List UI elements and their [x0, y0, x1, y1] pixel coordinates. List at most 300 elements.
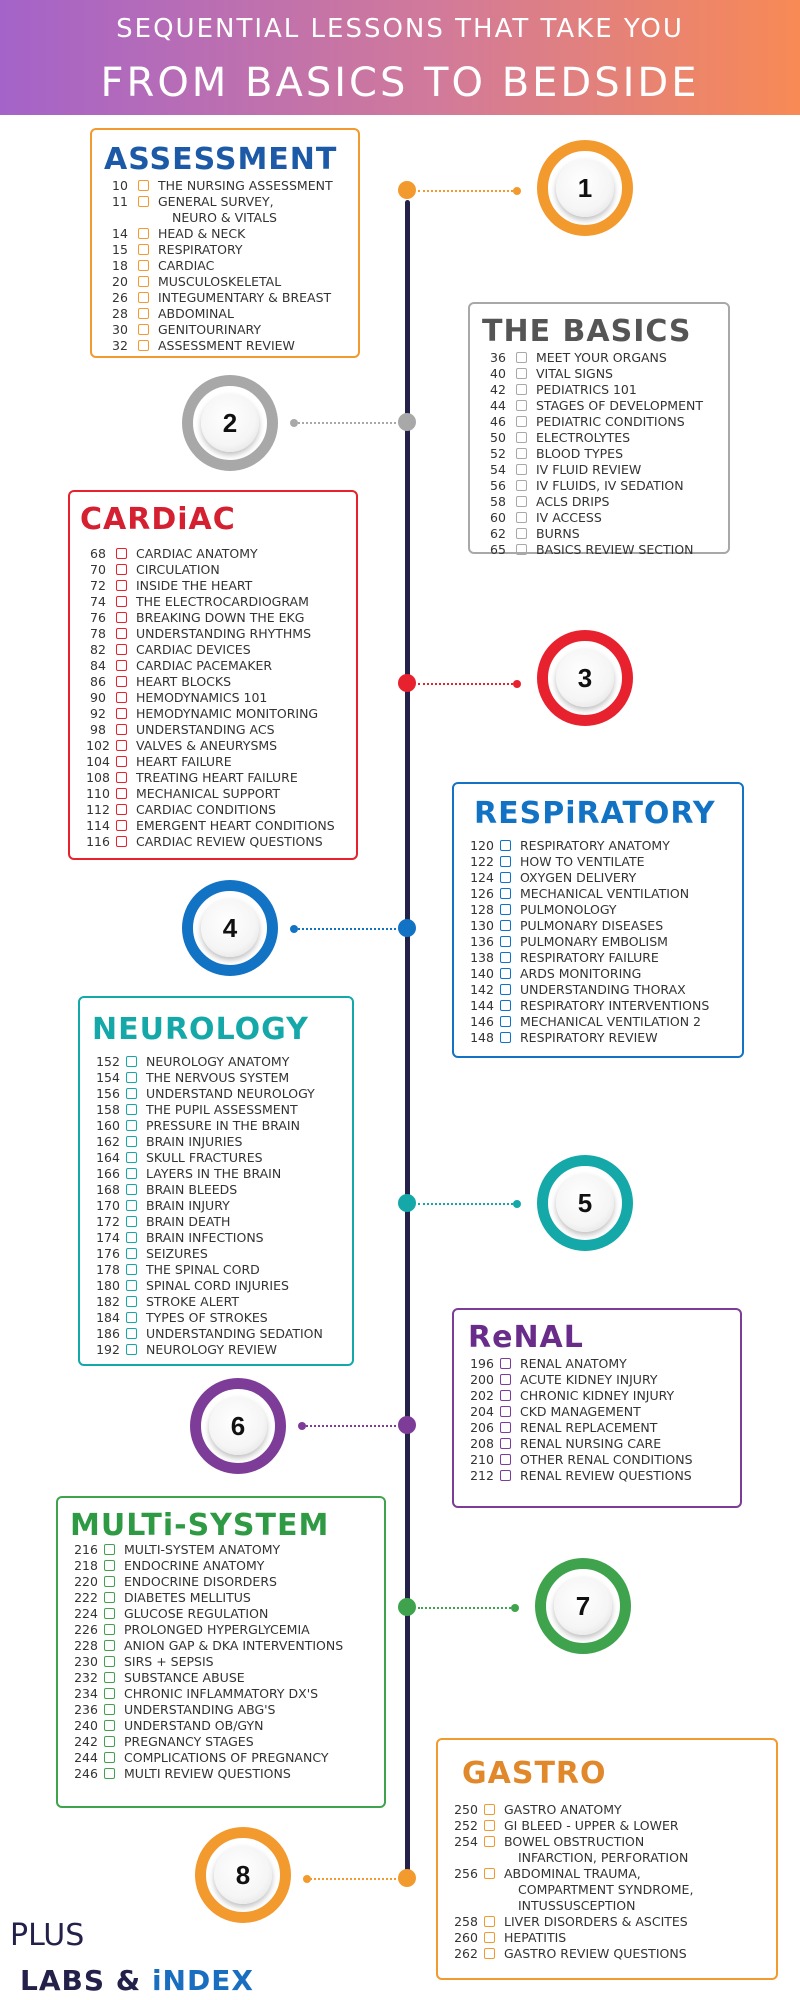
lesson-checkbox[interactable]: [126, 1152, 137, 1163]
lesson-page-number: 172: [96, 1214, 120, 1229]
lesson-page-number: 54: [490, 462, 506, 477]
lesson-title: THE PUPIL ASSESSMENT: [146, 1102, 298, 1117]
lesson-title: TREATING HEART FAILURE: [136, 770, 298, 785]
lesson-page-number: 110: [86, 786, 110, 801]
lesson-page-number: 186: [96, 1326, 120, 1341]
lesson-page-number: 124: [470, 870, 494, 885]
section-number: 6: [209, 1397, 267, 1455]
lesson-checkbox[interactable]: [126, 1232, 137, 1243]
lesson-page-number: 202: [470, 1388, 494, 1403]
lesson-checkbox[interactable]: [104, 1640, 115, 1651]
lesson-checkbox[interactable]: [500, 952, 511, 963]
lesson-checkbox[interactable]: [116, 676, 127, 687]
connector-tip: [298, 1422, 306, 1430]
lesson-checkbox[interactable]: [104, 1752, 115, 1763]
lesson-checkbox[interactable]: [500, 1470, 511, 1481]
lesson-checkbox[interactable]: [104, 1672, 115, 1683]
lesson-page-number: 130: [470, 918, 494, 933]
lesson-page-number: 32: [112, 338, 128, 353]
lesson-checkbox[interactable]: [516, 416, 527, 427]
lesson-title: BURNS: [536, 526, 580, 541]
lesson-checkbox[interactable]: [484, 1948, 495, 1959]
lesson-checkbox[interactable]: [500, 1422, 511, 1433]
lesson-title: PRESSURE IN THE BRAIN: [146, 1118, 300, 1133]
section-box-8: [436, 1738, 778, 1980]
lesson-title: THE ELECTROCARDIOGRAM: [136, 594, 309, 609]
lesson-title: SEIZURES: [146, 1246, 208, 1261]
lesson-title: MECHANICAL VENTILATION 2: [520, 1014, 702, 1029]
lesson-title: OXYGEN DELIVERY: [520, 870, 637, 885]
lesson-title: THE NERVOUS SYSTEM: [146, 1070, 290, 1085]
lesson-page-number: 170: [96, 1198, 120, 1213]
lesson-checkbox[interactable]: [500, 904, 511, 915]
lesson-title: CHRONIC INFLAMMATORY DX'S: [124, 1686, 319, 1701]
lesson-title: RESPIRATORY REVIEW: [520, 1030, 658, 1045]
lesson-checkbox[interactable]: [138, 260, 149, 271]
lesson-checkbox[interactable]: [516, 384, 527, 395]
lesson-title: ELECTROLYTES: [536, 430, 631, 445]
lesson-checkbox[interactable]: [126, 1248, 137, 1259]
timeline-connector: [418, 190, 517, 192]
section-title: MULTi-SYSTEM: [70, 1508, 330, 1543]
lesson-checkbox[interactable]: [104, 1624, 115, 1635]
lesson-page-number: 140: [470, 966, 494, 981]
lesson-checkbox[interactable]: [484, 1932, 495, 1943]
lesson-page-number: 212: [470, 1468, 494, 1483]
lesson-page-number: 70: [90, 562, 106, 577]
labs-label: LABS &: [20, 1964, 152, 1997]
lesson-page-number: 180: [96, 1278, 120, 1293]
lesson-title: MULTI REVIEW QUESTIONS: [124, 1766, 291, 1781]
index-label: iNDEX: [151, 1964, 254, 1997]
lesson-page-number: 76: [90, 610, 106, 625]
lesson-checkbox[interactable]: [484, 1820, 495, 1831]
connector-tip: [513, 680, 521, 688]
lesson-page-number: 230: [74, 1654, 98, 1669]
lesson-title: PREGNANCY STAGES: [124, 1734, 254, 1749]
lesson-page-number: 192: [96, 1342, 120, 1357]
lesson-checkbox[interactable]: [516, 544, 527, 555]
lesson-checkbox[interactable]: [138, 340, 149, 351]
lesson-title: ENDOCRINE ANATOMY: [124, 1558, 265, 1573]
lesson-checkbox[interactable]: [500, 840, 511, 851]
lesson-checkbox[interactable]: [104, 1688, 115, 1699]
lesson-page-number: 252: [454, 1818, 478, 1833]
lesson-page-number: 98: [90, 722, 106, 737]
timeline-dot: [398, 413, 416, 431]
section-number: 1: [556, 159, 614, 217]
lesson-checkbox[interactable]: [116, 708, 127, 719]
lesson-page-number: 158: [96, 1102, 120, 1117]
lesson-title: UNDERSTANDING ACS: [136, 722, 275, 737]
lesson-title: BRAIN INFECTIONS: [146, 1230, 264, 1245]
lesson-title: EMERGENT HEART CONDITIONS: [136, 818, 335, 833]
lesson-page-number: 148: [470, 1030, 494, 1045]
lesson-page-number: 168: [96, 1182, 120, 1197]
section-number-badge-5: [537, 1155, 633, 1251]
lesson-page-number: 236: [74, 1702, 98, 1717]
lesson-checkbox[interactable]: [500, 1406, 511, 1417]
lesson-checkbox[interactable]: [116, 564, 127, 575]
lesson-checkbox[interactable]: [104, 1768, 115, 1779]
lesson-page-number: 174: [96, 1230, 120, 1245]
lesson-page-number: 92: [90, 706, 106, 721]
lesson-checkbox[interactable]: [104, 1560, 115, 1571]
lesson-title: IV FLUIDS, IV SEDATION: [536, 478, 684, 493]
lesson-title: VITAL SIGNS: [536, 366, 613, 381]
lesson-checkbox[interactable]: [104, 1576, 115, 1587]
lesson-title: GENITOURINARY: [158, 322, 262, 337]
section-box-4: [452, 782, 744, 1058]
section-number-badge-3: [537, 630, 633, 726]
lesson-checkbox[interactable]: [126, 1056, 137, 1067]
lesson-checkbox[interactable]: [116, 660, 127, 671]
lesson-checkbox[interactable]: [104, 1736, 115, 1747]
lesson-checkbox[interactable]: [126, 1168, 137, 1179]
lesson-checkbox[interactable]: [484, 1916, 495, 1927]
lesson-page-number: 244: [74, 1750, 98, 1765]
lesson-checkbox[interactable]: [116, 628, 127, 639]
lesson-checkbox[interactable]: [104, 1720, 115, 1731]
lesson-title: NEURO & VITALS: [172, 210, 277, 225]
lesson-checkbox[interactable]: [126, 1312, 137, 1323]
lesson-title: HEPATITIS: [504, 1930, 567, 1945]
lesson-title: CARDIAC DEVICES: [136, 642, 251, 657]
lesson-title: BLOOD TYPES: [536, 446, 624, 461]
lesson-page-number: 246: [74, 1766, 98, 1781]
lesson-checkbox[interactable]: [116, 692, 127, 703]
lesson-title: BOWEL OBSTRUCTION: [504, 1834, 645, 1849]
timeline-dot: [398, 1416, 416, 1434]
lesson-page-number: 240: [74, 1718, 98, 1733]
lesson-title: ASSESSMENT REVIEW: [158, 338, 295, 353]
lesson-title: RESPIRATORY ANATOMY: [520, 838, 670, 853]
lesson-page-number: 216: [74, 1542, 98, 1557]
lesson-checkbox[interactable]: [500, 1358, 511, 1369]
lesson-page-number: 114: [86, 818, 110, 833]
lesson-title: BRAIN INJURY: [146, 1198, 230, 1213]
section-number: 5: [556, 1174, 614, 1232]
lesson-checkbox[interactable]: [104, 1656, 115, 1667]
lesson-checkbox[interactable]: [516, 496, 527, 507]
lesson-checkbox[interactable]: [516, 400, 527, 411]
lesson-title: HEART FAILURE: [136, 754, 232, 769]
lesson-checkbox[interactable]: [484, 1836, 495, 1847]
lesson-checkbox[interactable]: [116, 756, 127, 767]
lesson-page-number: 196: [470, 1356, 494, 1371]
lesson-checkbox[interactable]: [138, 308, 149, 319]
lesson-title: SKULL FRACTURES: [146, 1150, 263, 1165]
lesson-page-number: 84: [90, 658, 106, 673]
lesson-title: GLUCOSE REGULATION: [124, 1606, 269, 1621]
lesson-title: INFARCTION, PERFORATION: [518, 1850, 689, 1865]
timeline-dot: [398, 674, 416, 692]
lesson-title: ENDOCRINE DISORDERS: [124, 1574, 277, 1589]
lesson-checkbox[interactable]: [104, 1704, 115, 1715]
lesson-checkbox[interactable]: [516, 368, 527, 379]
section-box-7: [56, 1496, 386, 1808]
lesson-page-number: 218: [74, 1558, 98, 1573]
lesson-page-number: 42: [490, 382, 506, 397]
lesson-checkbox[interactable]: [138, 244, 149, 255]
lesson-checkbox[interactable]: [500, 1000, 511, 1011]
lesson-title: UNDERSTANDING RHYTHMS: [136, 626, 312, 641]
lesson-checkbox[interactable]: [138, 276, 149, 287]
connector-tip: [290, 925, 298, 933]
lesson-checkbox[interactable]: [500, 1454, 511, 1465]
lesson-title: VALVES & ANEURYSMS: [136, 738, 278, 753]
lesson-checkbox[interactable]: [484, 1804, 495, 1815]
lesson-title: BRAIN BLEEDS: [146, 1182, 238, 1197]
section-number-badge-1: [537, 140, 633, 236]
lesson-title: CHRONIC KIDNEY INJURY: [520, 1388, 675, 1403]
lesson-title: RESPIRATORY FAILURE: [520, 950, 659, 965]
section-number-badge-7: [535, 1558, 631, 1654]
lesson-checkbox[interactable]: [116, 612, 127, 623]
lesson-page-number: 254: [454, 1834, 478, 1849]
lesson-checkbox[interactable]: [500, 1016, 511, 1027]
lesson-title: ARDS MONITORING: [520, 966, 642, 981]
lesson-checkbox[interactable]: [500, 856, 511, 867]
lesson-title: UNDERSTANDING SEDATION: [146, 1326, 323, 1341]
lesson-page-number: 120: [470, 838, 494, 853]
lesson-page-number: 102: [86, 738, 110, 753]
lesson-title: MUSCULOSKELETAL: [158, 274, 282, 289]
timeline-dot: [398, 1598, 416, 1616]
lesson-title: SIRS + SEPSIS: [124, 1654, 214, 1669]
lesson-checkbox[interactable]: [516, 528, 527, 539]
section-box-5: [78, 996, 354, 1366]
lesson-title: PEDIATRICS 101: [536, 382, 637, 397]
lesson-checkbox[interactable]: [126, 1280, 137, 1291]
lesson-page-number: 146: [470, 1014, 494, 1029]
lesson-page-number: 220: [74, 1574, 98, 1589]
lesson-checkbox[interactable]: [138, 180, 149, 191]
lesson-title: ABDOMINAL TRAUMA,: [504, 1866, 641, 1881]
lesson-title: MULTI-SYSTEM ANATOMY: [124, 1542, 281, 1557]
lesson-checkbox[interactable]: [116, 820, 127, 831]
timeline-connector: [307, 1878, 396, 1880]
lesson-checkbox[interactable]: [116, 724, 127, 735]
lesson-page-number: 136: [470, 934, 494, 949]
lesson-page-number: 208: [470, 1436, 494, 1451]
lesson-checkbox[interactable]: [116, 644, 127, 655]
lesson-title: MEET YOUR ORGANS: [536, 350, 667, 365]
lesson-page-number: 68: [90, 546, 106, 561]
connector-tip: [303, 1875, 311, 1883]
lesson-page-number: 90: [90, 690, 106, 705]
lesson-checkbox[interactable]: [500, 968, 511, 979]
lesson-checkbox[interactable]: [116, 548, 127, 559]
lesson-page-number: 46: [490, 414, 506, 429]
lesson-checkbox[interactable]: [126, 1184, 137, 1195]
lesson-page-number: 182: [96, 1294, 120, 1309]
lesson-page-number: 36: [490, 350, 506, 365]
lesson-page-number: 162: [96, 1134, 120, 1149]
lesson-title: RENAL NURSING CARE: [520, 1436, 662, 1451]
lesson-title: PROLONGED HYPERGLYCEMIA: [124, 1622, 310, 1637]
lesson-page-number: 138: [470, 950, 494, 965]
lesson-page-number: 250: [454, 1802, 478, 1817]
lesson-checkbox[interactable]: [500, 1390, 511, 1401]
lesson-page-number: 28: [112, 306, 128, 321]
lesson-title: CIRCULATION: [136, 562, 220, 577]
lesson-checkbox[interactable]: [138, 292, 149, 303]
lesson-title: HEMODYNAMICS 101: [136, 690, 268, 705]
lesson-page-number: 154: [96, 1070, 120, 1085]
lesson-checkbox[interactable]: [500, 920, 511, 931]
lesson-checkbox[interactable]: [516, 512, 527, 523]
lesson-title: INSIDE THE HEART: [136, 578, 253, 593]
lesson-title: BRAIN INJURIES: [146, 1134, 243, 1149]
connector-tip: [513, 187, 521, 195]
lesson-title: THE SPINAL CORD: [146, 1262, 260, 1277]
lesson-checkbox[interactable]: [500, 936, 511, 947]
connector-tip: [290, 419, 298, 427]
lesson-title: NEUROLOGY ANATOMY: [146, 1054, 290, 1069]
lesson-page-number: 200: [470, 1372, 494, 1387]
lesson-checkbox[interactable]: [116, 836, 127, 847]
lesson-checkbox[interactable]: [116, 596, 127, 607]
lesson-title: GENERAL SURVEY,: [158, 194, 274, 209]
lesson-checkbox[interactable]: [126, 1216, 137, 1227]
section-title: THE BASICS: [482, 314, 692, 349]
lesson-page-number: 65: [490, 542, 506, 557]
timeline-connector: [294, 928, 396, 930]
lesson-page-number: 104: [86, 754, 110, 769]
lesson-page-number: 242: [74, 1734, 98, 1749]
lesson-title: SUBSTANCE ABUSE: [124, 1670, 245, 1685]
lesson-title: CARDIAC CONDITIONS: [136, 802, 276, 817]
lesson-checkbox[interactable]: [126, 1136, 137, 1147]
lesson-checkbox[interactable]: [138, 196, 149, 207]
lesson-page-number: 40: [490, 366, 506, 381]
lesson-title: ANION GAP & DKA INTERVENTIONS: [124, 1638, 344, 1653]
lesson-title: PULMONARY EMBOLISM: [520, 934, 668, 949]
lesson-title: GASTRO REVIEW QUESTIONS: [504, 1946, 687, 1961]
lesson-checkbox[interactable]: [126, 1264, 137, 1275]
lesson-page-number: 232: [74, 1670, 98, 1685]
lesson-checkbox[interactable]: [126, 1200, 137, 1211]
lesson-checkbox[interactable]: [126, 1328, 137, 1339]
lesson-page-number: 228: [74, 1638, 98, 1653]
lesson-page-number: 86: [90, 674, 106, 689]
lesson-checkbox[interactable]: [116, 804, 127, 815]
lesson-checkbox[interactable]: [116, 740, 127, 751]
section-box-3: [68, 490, 358, 860]
lesson-checkbox[interactable]: [126, 1104, 137, 1115]
section-number-badge-8: [195, 1827, 291, 1923]
lesson-page-number: 52: [490, 446, 506, 461]
lesson-checkbox[interactable]: [484, 1868, 495, 1879]
lesson-page-number: 72: [90, 578, 106, 593]
lesson-checkbox[interactable]: [104, 1544, 115, 1555]
section-title: GASTRO: [462, 1756, 607, 1791]
lesson-page-number: 156: [96, 1086, 120, 1101]
section-box-6: [452, 1308, 742, 1508]
lesson-checkbox[interactable]: [126, 1120, 137, 1131]
lesson-checkbox[interactable]: [116, 788, 127, 799]
lesson-title: IV FLUID REVIEW: [536, 462, 642, 477]
lesson-title: COMPARTMENT SYNDROME,: [518, 1882, 694, 1897]
lesson-checkbox[interactable]: [500, 984, 511, 995]
lesson-checkbox[interactable]: [104, 1608, 115, 1619]
lesson-page-number: 50: [490, 430, 506, 445]
lesson-checkbox[interactable]: [138, 228, 149, 239]
lesson-title: STAGES OF DEVELOPMENT: [536, 398, 703, 413]
lesson-title: HEART BLOCKS: [136, 674, 232, 689]
lesson-checkbox[interactable]: [104, 1592, 115, 1603]
lesson-checkbox[interactable]: [500, 1032, 511, 1043]
lesson-checkbox[interactable]: [516, 464, 527, 475]
lesson-title: RENAL REVIEW QUESTIONS: [520, 1468, 692, 1483]
lesson-checkbox[interactable]: [500, 872, 511, 883]
connector-tip: [513, 1200, 521, 1208]
connector-tip: [511, 1604, 519, 1612]
lesson-checkbox[interactable]: [126, 1296, 137, 1307]
lesson-page-number: 204: [470, 1404, 494, 1419]
lesson-page-number: 15: [112, 242, 128, 257]
lesson-page-number: 234: [74, 1686, 98, 1701]
banner-line-1: SEQUENTIAL LESSONS THAT TAKE YOU: [116, 14, 684, 44]
lesson-page-number: 116: [86, 834, 110, 849]
section-number-badge-2: [182, 375, 278, 471]
lesson-checkbox[interactable]: [126, 1344, 137, 1355]
lesson-title: RESPIRATORY: [158, 242, 243, 257]
lesson-checkbox[interactable]: [126, 1072, 137, 1083]
lesson-title: PEDIATRIC CONDITIONS: [536, 414, 685, 429]
lesson-page-number: 226: [74, 1622, 98, 1637]
lesson-page-number: 176: [96, 1246, 120, 1261]
lesson-page-number: 262: [454, 1946, 478, 1961]
lesson-title: THE NURSING ASSESSMENT: [158, 178, 333, 193]
lesson-checkbox[interactable]: [500, 888, 511, 899]
lesson-title: CARDIAC ANATOMY: [136, 546, 258, 561]
timeline-spine: [405, 200, 410, 1880]
lesson-checkbox[interactable]: [126, 1088, 137, 1099]
lesson-checkbox[interactable]: [116, 772, 127, 783]
lesson-page-number: 142: [470, 982, 494, 997]
lesson-checkbox[interactable]: [138, 324, 149, 335]
lesson-page-number: 166: [96, 1166, 120, 1181]
timeline-dot: [398, 181, 416, 199]
lesson-title: RENAL ANATOMY: [520, 1356, 627, 1371]
lesson-checkbox[interactable]: [516, 448, 527, 459]
lesson-checkbox[interactable]: [500, 1374, 511, 1385]
lesson-page-number: 128: [470, 902, 494, 917]
lesson-page-number: 14: [112, 226, 128, 241]
section-title: RESPiRATORY: [474, 796, 716, 831]
lesson-checkbox[interactable]: [516, 480, 527, 491]
lesson-title: BREAKING DOWN THE EKG: [136, 610, 305, 625]
lesson-title: ACLS DRIPS: [536, 494, 610, 509]
timeline-connector: [418, 1607, 515, 1609]
lesson-checkbox[interactable]: [500, 1438, 511, 1449]
lesson-title: NEUROLOGY REVIEW: [146, 1342, 278, 1357]
lesson-page-number: 62: [490, 526, 506, 541]
lesson-checkbox[interactable]: [116, 580, 127, 591]
lesson-title: HEAD & NECK: [158, 226, 246, 241]
lesson-title: HOW TO VENTILATE: [520, 854, 645, 869]
lesson-checkbox[interactable]: [516, 432, 527, 443]
lesson-page-number: 210: [470, 1452, 494, 1467]
lesson-page-number: 108: [86, 770, 110, 785]
lesson-checkbox[interactable]: [516, 352, 527, 363]
lesson-title: BRAIN DEATH: [146, 1214, 231, 1229]
lesson-title: RENAL REPLACEMENT: [520, 1420, 658, 1435]
section-number: 7: [554, 1577, 612, 1635]
lesson-page-number: 112: [86, 802, 110, 817]
